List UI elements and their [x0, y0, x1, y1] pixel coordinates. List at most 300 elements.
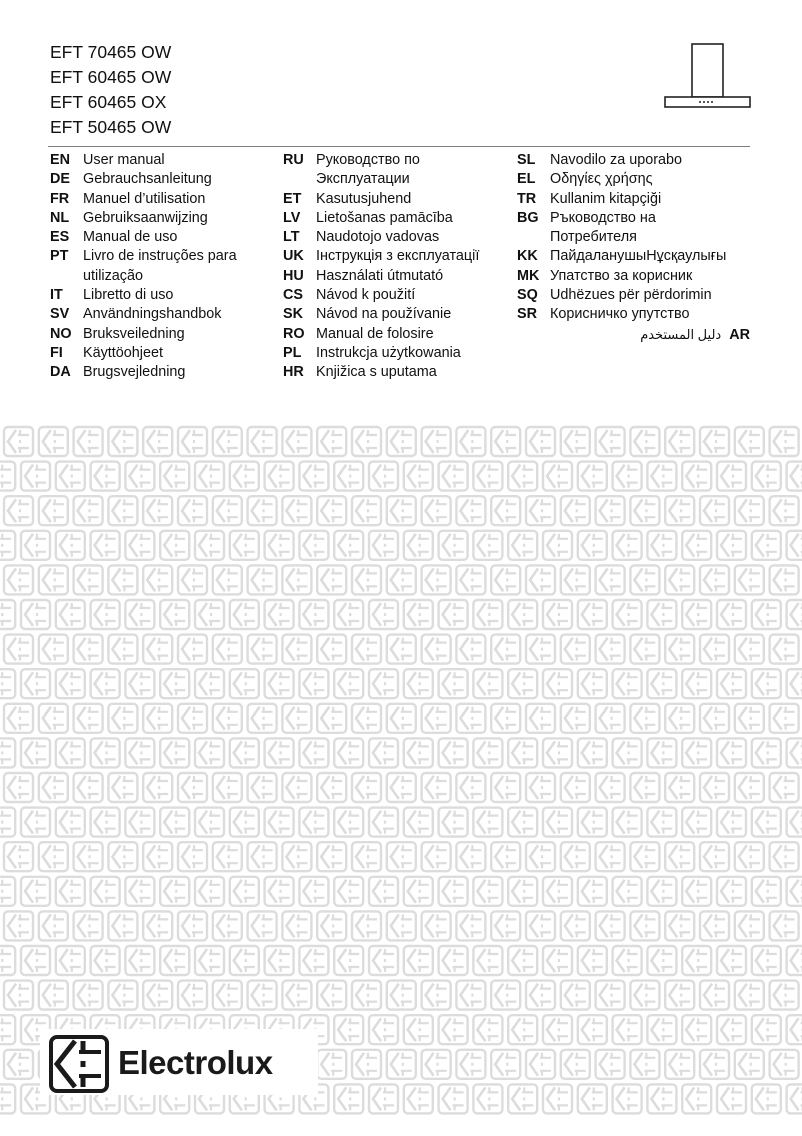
pattern-logo-mark	[508, 877, 537, 906]
pattern-logo-mark	[578, 600, 607, 629]
pattern-logo-mark	[787, 1015, 802, 1044]
pattern-logo-mark	[422, 773, 451, 802]
language-code: DE	[50, 171, 70, 188]
pattern-logo-mark	[91, 738, 120, 767]
pattern-logo-mark	[613, 669, 642, 698]
pattern-logo-mark	[334, 877, 363, 906]
pattern-logo-mark	[56, 669, 85, 698]
pattern-logo-mark	[700, 427, 729, 456]
pattern-logo-mark	[230, 531, 259, 560]
language-code: SK	[283, 306, 303, 323]
pattern-logo-mark	[752, 531, 781, 560]
pattern-logo-mark	[21, 600, 50, 629]
pattern-logo-mark	[91, 462, 120, 491]
pattern-logo-mark	[752, 946, 781, 975]
pattern-logo-mark	[125, 531, 154, 560]
language-code: NO	[50, 325, 72, 342]
language-title: ПайдаланушыНұсқаулығы	[550, 248, 727, 265]
pattern-logo-mark	[178, 773, 207, 802]
pattern-logo-mark	[213, 565, 242, 594]
language-entry	[283, 151, 513, 170]
pattern-logo-mark	[526, 842, 555, 871]
pattern-logo-mark	[508, 808, 537, 837]
pattern-logo-mark	[21, 877, 50, 906]
pattern-logo-mark	[630, 911, 659, 940]
pattern-logo-mark	[473, 669, 502, 698]
pattern-logo-mark	[770, 773, 799, 802]
pattern-logo-mark	[369, 808, 398, 837]
pattern-logo-mark	[613, 877, 642, 906]
pattern-logo-mark	[91, 669, 120, 698]
pattern-logo-mark	[160, 531, 189, 560]
pattern-logo-mark	[369, 877, 398, 906]
language-code: RO	[283, 325, 305, 342]
pattern-logo-mark	[369, 462, 398, 491]
pattern-logo-mark	[439, 600, 468, 629]
pattern-logo-mark	[299, 531, 328, 560]
pattern-logo-mark	[787, 531, 802, 560]
pattern-logo-mark	[39, 981, 68, 1010]
pattern-logo-mark	[526, 427, 555, 456]
pattern-logo-mark	[543, 808, 572, 837]
pattern-logo-mark	[91, 600, 120, 629]
pattern-logo-mark	[248, 565, 277, 594]
pattern-logo-mark	[422, 1050, 451, 1079]
pattern-logo-mark	[613, 600, 642, 629]
pattern-logo-mark	[578, 738, 607, 767]
pattern-logo-mark	[213, 981, 242, 1010]
pattern-logo-mark	[160, 462, 189, 491]
pattern-logo-mark	[299, 877, 328, 906]
language-entry	[283, 228, 513, 247]
pattern-logo-mark	[578, 1084, 607, 1113]
pattern-logo-mark	[317, 496, 346, 525]
pattern-logo-mark	[39, 427, 68, 456]
pattern-logo-mark	[108, 911, 137, 940]
language-column	[517, 151, 757, 345]
language-entry	[283, 170, 513, 189]
pattern-logo-mark	[317, 842, 346, 871]
pattern-logo-mark	[125, 462, 154, 491]
pattern-logo-mark	[387, 635, 416, 664]
pattern-logo-mark	[596, 911, 625, 940]
pattern-logo-mark	[473, 462, 502, 491]
pattern-logo-mark	[596, 704, 625, 733]
pattern-logo-mark	[543, 946, 572, 975]
language-code: SL	[517, 152, 536, 168]
pattern-logo-mark	[735, 565, 764, 594]
pattern-logo-mark	[647, 877, 676, 906]
pattern-logo-mark	[248, 842, 277, 871]
pattern-logo-mark	[74, 842, 103, 871]
pattern-logo-mark	[178, 842, 207, 871]
pattern-logo-mark	[0, 738, 15, 767]
pattern-logo-mark	[265, 531, 294, 560]
header-divider	[48, 146, 750, 147]
pattern-logo-mark	[456, 427, 485, 456]
pattern-logo-mark	[0, 531, 15, 560]
pattern-logo-mark	[74, 565, 103, 594]
pattern-logo-mark	[665, 635, 694, 664]
pattern-logo-mark	[21, 669, 50, 698]
pattern-logo-mark	[282, 911, 311, 940]
pattern-logo-mark	[613, 531, 642, 560]
pattern-logo-mark	[770, 565, 799, 594]
pattern-logo-mark	[369, 531, 398, 560]
language-code: LV	[283, 209, 301, 226]
pattern-logo-mark	[561, 635, 590, 664]
language-title: Manual de uso	[83, 229, 178, 246]
language-entry	[517, 151, 757, 170]
pattern-logo-mark	[578, 946, 607, 975]
pattern-logo-mark	[526, 773, 555, 802]
pattern-logo-mark	[735, 1050, 764, 1079]
pattern-logo-mark	[143, 565, 172, 594]
pattern-logo-mark	[369, 946, 398, 975]
language-entry	[283, 267, 513, 286]
language-title: Корисничко упутство	[550, 306, 690, 323]
pattern-logo-mark	[248, 773, 277, 802]
pattern-logo-mark	[770, 704, 799, 733]
pattern-logo-mark	[700, 911, 729, 940]
pattern-logo-mark	[717, 600, 746, 629]
pattern-logo-mark	[178, 427, 207, 456]
pattern-logo-mark	[404, 462, 433, 491]
pattern-logo-mark	[596, 773, 625, 802]
pattern-logo-mark	[404, 531, 433, 560]
language-entry	[50, 363, 280, 382]
pattern-logo-mark	[4, 911, 33, 940]
pattern-logo-mark	[213, 704, 242, 733]
pattern-logo-mark	[404, 877, 433, 906]
pattern-logo-mark	[613, 808, 642, 837]
language-entry	[283, 190, 513, 209]
pattern-logo-mark	[596, 496, 625, 525]
pattern-logo-mark	[561, 981, 590, 1010]
pattern-logo-mark	[248, 496, 277, 525]
pattern-logo-mark	[752, 877, 781, 906]
pattern-logo-mark	[74, 635, 103, 664]
pattern-logo-mark	[543, 531, 572, 560]
pattern-logo-mark	[543, 462, 572, 491]
pattern-logo-mark	[630, 635, 659, 664]
pattern-logo-mark	[195, 600, 224, 629]
pattern-logo-mark	[4, 565, 33, 594]
language-column	[50, 151, 280, 383]
language-code: KK	[517, 248, 538, 265]
pattern-logo-mark	[508, 600, 537, 629]
language-title: Руководство по	[316, 152, 420, 168]
language-entry	[517, 228, 757, 247]
pattern-logo-mark	[630, 842, 659, 871]
pattern-logo-mark	[717, 946, 746, 975]
pattern-logo-mark	[508, 1015, 537, 1044]
language-title: Kullanim kitapçiği	[550, 190, 662, 207]
pattern-logo-mark	[526, 565, 555, 594]
pattern-logo-mark	[317, 981, 346, 1010]
pattern-logo-mark	[682, 531, 711, 560]
pattern-logo-mark	[352, 496, 381, 525]
pattern-logo-mark	[543, 669, 572, 698]
pattern-logo-mark	[352, 704, 381, 733]
pattern-logo-mark	[4, 842, 33, 871]
pattern-logo-mark	[143, 981, 172, 1010]
language-title: Gebrauchsanleitung	[83, 171, 212, 188]
pattern-logo-mark	[561, 842, 590, 871]
pattern-logo-mark	[334, 808, 363, 837]
pattern-logo-mark	[108, 842, 137, 871]
pattern-logo-mark	[717, 808, 746, 837]
pattern-logo-mark	[265, 738, 294, 767]
pattern-logo-mark	[230, 946, 259, 975]
pattern-logo-mark	[39, 496, 68, 525]
pattern-logo-mark	[282, 427, 311, 456]
brand-name: Electrolux	[118, 1044, 273, 1081]
pattern-logo-mark	[21, 462, 50, 491]
pattern-logo-mark	[422, 911, 451, 940]
pattern-logo-mark	[596, 1050, 625, 1079]
pattern-logo-mark	[700, 704, 729, 733]
language-title: Käyttöohjeet	[83, 344, 164, 361]
language-code: FI	[50, 344, 63, 361]
language-entry	[50, 228, 280, 247]
pattern-logo-mark	[0, 877, 15, 906]
pattern-logo-mark	[21, 946, 50, 975]
language-entry	[50, 209, 280, 228]
language-entry	[50, 325, 280, 344]
pattern-logo-mark	[422, 496, 451, 525]
pattern-logo-mark	[39, 635, 68, 664]
language-code: SQ	[517, 287, 538, 304]
pattern-logo-mark	[596, 842, 625, 871]
pattern-logo-mark	[74, 981, 103, 1010]
pattern-logo-mark	[143, 496, 172, 525]
pattern-logo-mark	[299, 808, 328, 837]
language-code: AR	[729, 326, 750, 343]
pattern-logo-mark	[491, 981, 520, 1010]
pattern-logo-mark	[143, 635, 172, 664]
pattern-logo-mark	[630, 704, 659, 733]
pattern-logo-mark	[282, 842, 311, 871]
language-title: Lietošanas pamācība	[316, 209, 453, 226]
pattern-logo-mark	[613, 1015, 642, 1044]
pattern-logo-mark	[647, 531, 676, 560]
pattern-logo-mark	[317, 565, 346, 594]
pattern-logo-mark	[473, 1084, 502, 1113]
language-title: Bruksveiledning	[83, 325, 185, 342]
pattern-logo-mark	[387, 427, 416, 456]
pattern-logo-mark	[108, 981, 137, 1010]
language-code: EN	[50, 152, 70, 168]
language-code: DA	[50, 364, 71, 381]
pattern-logo-mark	[0, 808, 15, 837]
pattern-logo-mark	[439, 808, 468, 837]
pattern-logo-mark	[526, 635, 555, 664]
pattern-logo-mark	[369, 669, 398, 698]
pattern-logo-mark	[630, 981, 659, 1010]
pattern-logo-mark	[439, 531, 468, 560]
pattern-logo-mark	[508, 531, 537, 560]
language-entry	[283, 305, 513, 324]
pattern-logo-mark	[613, 738, 642, 767]
pattern-logo-mark	[125, 946, 154, 975]
pattern-logo-mark	[352, 773, 381, 802]
pattern-logo-mark	[491, 911, 520, 940]
pattern-logo-mark	[195, 877, 224, 906]
pattern-logo-mark	[787, 462, 802, 491]
pattern-logo-mark	[108, 427, 137, 456]
pattern-logo-mark	[91, 877, 120, 906]
pattern-logo-mark	[682, 808, 711, 837]
pattern-logo-mark	[317, 1050, 346, 1079]
model-list	[50, 40, 171, 140]
pattern-logo-mark	[422, 981, 451, 1010]
language-entry	[517, 209, 757, 228]
pattern-logo-mark	[248, 635, 277, 664]
pattern-logo-mark	[735, 496, 764, 525]
language-code: ES	[50, 229, 70, 246]
pattern-logo-mark	[248, 704, 277, 733]
pattern-logo-mark	[108, 565, 137, 594]
pattern-logo-mark	[665, 565, 694, 594]
model-number: EFT 60465 OW	[50, 67, 172, 87]
language-code: FR	[50, 190, 70, 207]
pattern-logo-mark	[717, 462, 746, 491]
pattern-logo-mark	[682, 1084, 711, 1113]
pattern-logo-mark	[508, 462, 537, 491]
pattern-logo-mark	[491, 704, 520, 733]
pattern-logo-mark	[352, 911, 381, 940]
pattern-logo-mark	[248, 981, 277, 1010]
pattern-logo-mark	[213, 911, 242, 940]
pattern-logo-mark	[613, 946, 642, 975]
pattern-logo-mark	[647, 738, 676, 767]
pattern-logo-mark	[735, 635, 764, 664]
pattern-logo-mark	[125, 877, 154, 906]
pattern-logo-mark	[647, 1084, 676, 1113]
pattern-logo-mark	[230, 738, 259, 767]
language-title: Потребителя	[550, 229, 637, 246]
pattern-logo-mark	[334, 1084, 363, 1113]
language-title: Ръководство на	[550, 209, 656, 226]
pattern-logo-mark	[787, 808, 802, 837]
pattern-logo-mark	[230, 808, 259, 837]
pattern-logo-mark	[265, 669, 294, 698]
pattern-logo-mark	[108, 704, 137, 733]
language-title: Návod k použití	[316, 287, 416, 304]
pattern-logo-mark	[735, 704, 764, 733]
pattern-logo-mark	[265, 808, 294, 837]
pattern-logo-mark	[787, 946, 802, 975]
pattern-logo-mark	[596, 565, 625, 594]
pattern-logo-mark	[56, 462, 85, 491]
pattern-logo-mark	[682, 1015, 711, 1044]
pattern-logo-mark	[647, 946, 676, 975]
language-entry	[517, 247, 757, 266]
pattern-logo-mark	[108, 773, 137, 802]
pattern-logo-mark	[387, 496, 416, 525]
language-title: Használati útmutató	[316, 267, 444, 284]
pattern-logo-mark	[491, 773, 520, 802]
language-code: LT	[283, 229, 300, 246]
language-entry	[50, 190, 280, 209]
language-title: Knjižica s uputama	[316, 364, 437, 381]
pattern-logo-mark	[195, 462, 224, 491]
pattern-logo-mark	[195, 946, 224, 975]
pattern-logo-mark	[647, 808, 676, 837]
pattern-logo-mark	[195, 738, 224, 767]
language-entry	[517, 305, 757, 324]
pattern-logo-mark	[4, 704, 33, 733]
pattern-logo-mark	[665, 773, 694, 802]
model-number: EFT 60465 OX	[50, 92, 167, 112]
pattern-logo-mark	[787, 1084, 802, 1113]
language-title: دليل المستخدم	[640, 326, 722, 342]
pattern-logo-mark	[352, 635, 381, 664]
pattern-logo-mark	[491, 635, 520, 664]
pattern-logo-mark	[647, 462, 676, 491]
pattern-logo-mark	[717, 1015, 746, 1044]
pattern-logo-mark	[334, 669, 363, 698]
pattern-logo-mark	[456, 704, 485, 733]
pattern-logo-mark	[682, 738, 711, 767]
pattern-logo-mark	[56, 600, 85, 629]
pattern-logo-mark	[404, 738, 433, 767]
language-code: CS	[283, 287, 303, 304]
pattern-logo-mark	[230, 600, 259, 629]
language-entry-arabic	[517, 325, 750, 345]
pattern-logo-mark	[700, 842, 729, 871]
pattern-logo-mark	[700, 1050, 729, 1079]
pattern-logo-mark	[526, 1050, 555, 1079]
language-entry	[283, 344, 513, 363]
electrolux-logo-icon	[49, 1035, 109, 1093]
pattern-logo-mark	[369, 1015, 398, 1044]
language-code	[50, 267, 83, 286]
pattern-logo-mark	[387, 911, 416, 940]
pattern-logo-mark	[404, 600, 433, 629]
pattern-logo-mark	[334, 462, 363, 491]
language-code: HU	[283, 267, 304, 284]
pattern-logo-mark	[125, 600, 154, 629]
language-code: BG	[517, 209, 539, 226]
pattern-logo-mark	[647, 669, 676, 698]
pattern-logo-mark	[265, 877, 294, 906]
pattern-logo-mark	[665, 1050, 694, 1079]
pattern-logo-mark	[770, 842, 799, 871]
pattern-logo-mark	[561, 496, 590, 525]
pattern-logo-mark	[317, 635, 346, 664]
pattern-logo-mark	[125, 738, 154, 767]
pattern-logo-mark	[369, 600, 398, 629]
pattern-logo-mark	[770, 496, 799, 525]
pattern-logo-mark	[195, 669, 224, 698]
pattern-logo-mark	[456, 496, 485, 525]
pattern-logo-mark	[387, 1050, 416, 1079]
chimney-hood-icon	[664, 43, 754, 111]
pattern-logo-mark	[4, 981, 33, 1010]
language-code: PL	[283, 344, 302, 361]
pattern-logo-mark	[770, 427, 799, 456]
pattern-logo-mark	[717, 877, 746, 906]
pattern-logo-mark	[21, 531, 50, 560]
pattern-logo-mark	[74, 773, 103, 802]
pattern-logo-mark	[682, 877, 711, 906]
pattern-logo-mark	[282, 704, 311, 733]
pattern-logo-mark	[543, 600, 572, 629]
pattern-logo-mark	[317, 427, 346, 456]
pattern-logo-mark	[230, 669, 259, 698]
